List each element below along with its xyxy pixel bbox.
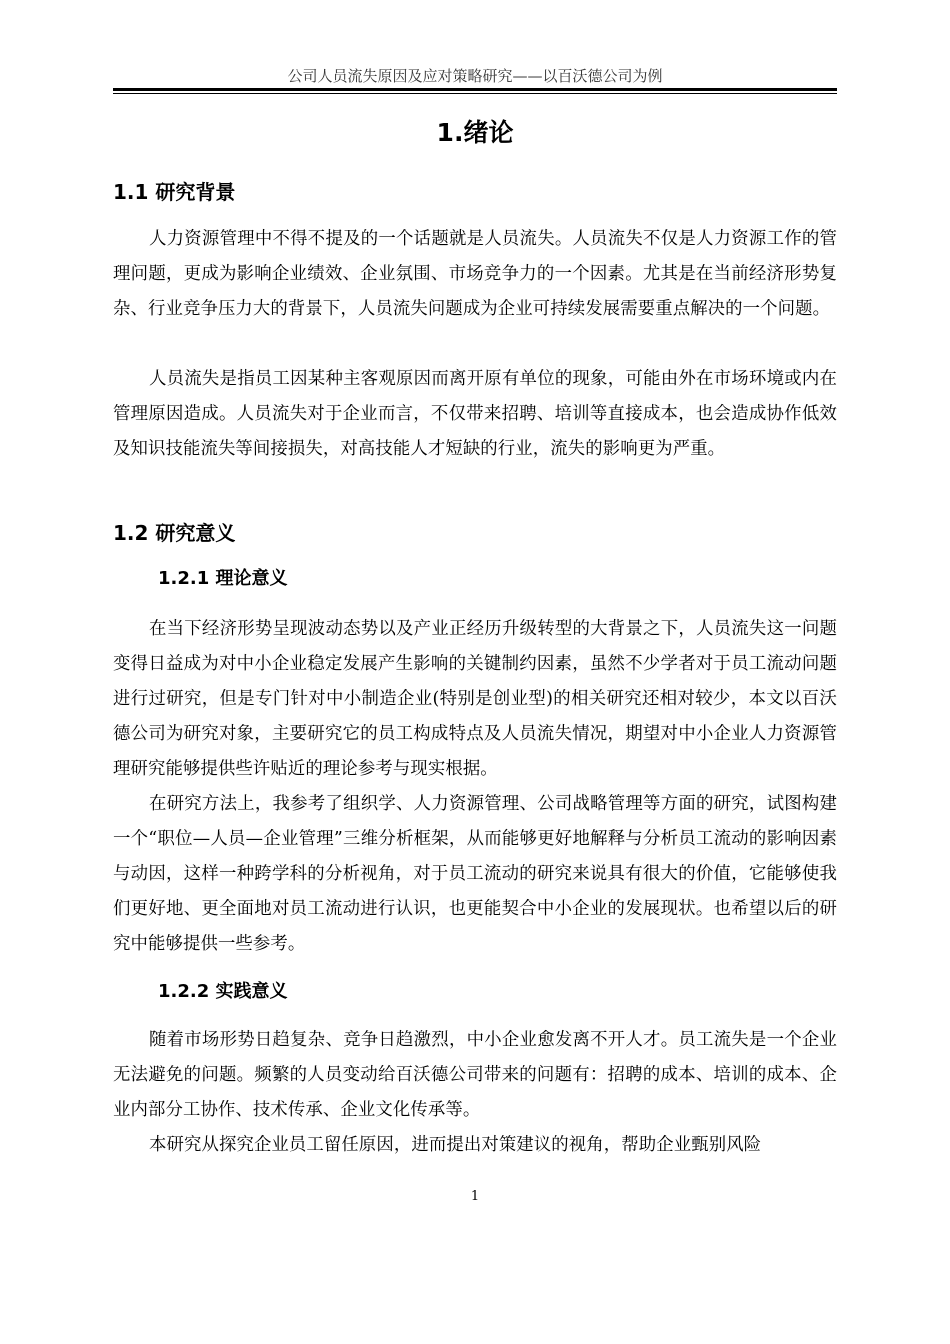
paragraph: 在当下经济形势呈现波动态势以及产业正经历升级转型的大背景之下，人员流失这一问题变得日益成为对中小企业稳定发展产生影响的关键制约因素，虽然不少学者对于员工流动问题进行过研究，但是专门针对中小制造企业(特别是创业型)的相关研究还相对较少，本文以百沃德公司为研究对象，主要研究它的员工构成特点及人员流失情况，期望对中小企业人力资源管理研究能够提供些许贴近的理论参考与现实根据。 xyxy=(113,619,837,779)
subsection-heading-1-2-1: 1.2.1 理论意义 xyxy=(158,568,288,589)
page-number: 1 xyxy=(470,1189,480,1204)
running-header: 公司人员流失原因及应对策略研究——以百沃德公司为例 xyxy=(287,67,663,85)
paragraph: 本研究从探究企业员工留任原因，进而提出对策建议的视角，帮助企业甄别风险 xyxy=(149,1135,762,1155)
header-rule-thick xyxy=(113,88,837,91)
paragraph: 随着市场形势日趋复杂、竞争日趋激烈，中小企业愈发离不开人才。员工流失是一个企业无法避免的问题。频繁的人员变动给百沃德公司带来的问题有：招聘的成本、培训的成本、企业内部分工协作、技术传承、企业文化传承等。 xyxy=(113,1030,837,1120)
paragraph: 人力资源管理中不得不提及的一个话题就是人员流失。人员流失不仅是人力资源工作的管理问题，更成为影响企业绩效、企业氛围、市场竞争力的一个因素。尤其是在当前经济形势复杂、行业竞争压力大的背景下，人员流失问题成为企业可持续发展需要重点解决的一个问题。 xyxy=(113,229,837,319)
section-heading-1-1: 1.1 研究背景 xyxy=(113,180,236,204)
header-rule-thin xyxy=(113,93,837,94)
paragraph: 在研究方法上，我参考了组织学、人力资源管理、公司战略管理等方面的研究，试图构建一个“职位—人员—企业管理”三维分析框架，从而能够更好地解释与分析员工流动的影响因素与动因，这样一种跨学科的分析视角，对于员工流动的研究来说具有很大的价值，它能够使我们更好地、更全面地对员工流动进行认识，也更能契合中小企业的发展现状。也希望以后的研究中能够提供一些参考。 xyxy=(113,794,837,954)
subsection-heading-1-2-2: 1.2.2 实践意义 xyxy=(158,981,288,1002)
section-heading-1-2: 1.2 研究意义 xyxy=(113,521,236,545)
chapter-title: 1.绪论 xyxy=(436,118,514,147)
paragraph: 人员流失是指员工因某种主客观原因而离开原有单位的现象，可能由外在市场环境或内在管理原因造成。人员流失对于企业而言，不仅带来招聘、培训等直接成本，也会造成协作低效及知识技能流失等间接损失，对高技能人才短缺的行业，流失的影响更为严重。 xyxy=(113,369,837,459)
